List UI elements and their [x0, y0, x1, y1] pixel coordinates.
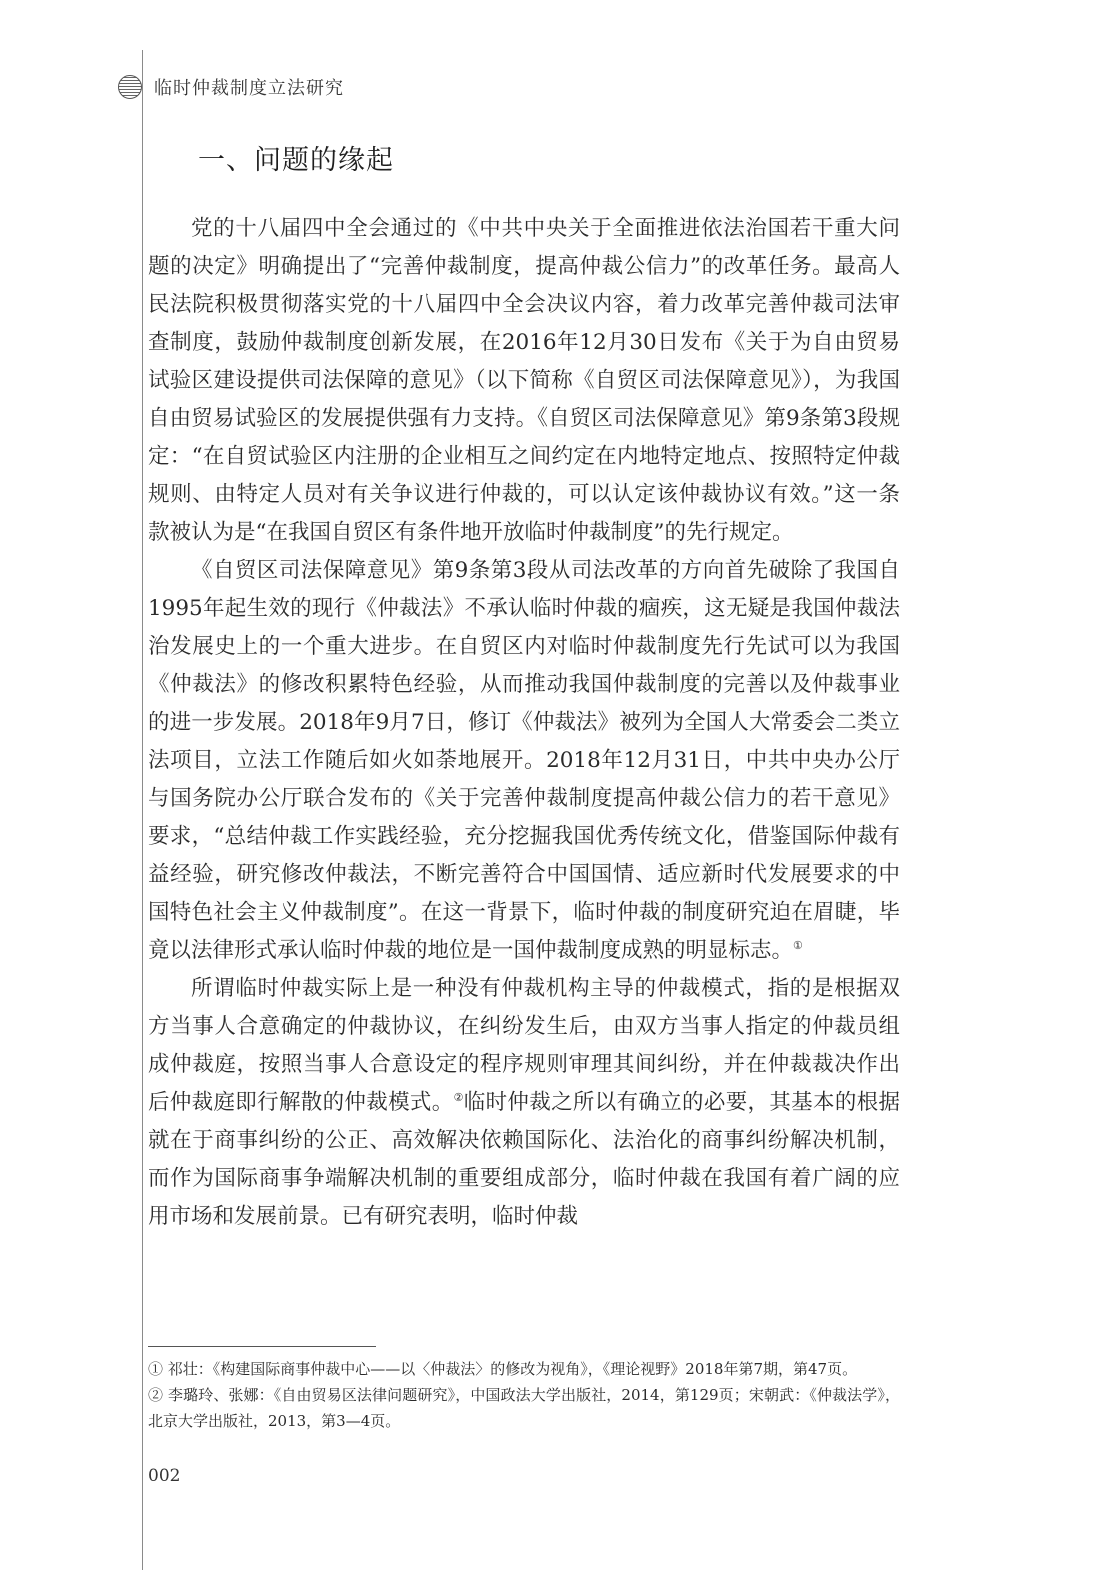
paragraph-1: [148, 210, 900, 552]
margin-rule: [142, 50, 143, 1570]
body-text: [148, 210, 900, 1236]
footnote-separator: [148, 1346, 376, 1347]
section-title: 一、问题的缘起: [198, 145, 394, 176]
footnotes: [148, 1356, 900, 1434]
paragraph-3-text-before: 所谓临时仲裁实际上是一种没有仲裁机构主导的仲裁模式，指的是根据双方当事人合意确定的仲裁协议，在纠纷发生后，由双方当事人指定的仲裁员组成仲裁庭，按照当事人合意设定的程序规则审理其间纠纷，并在仲裁裁决作出后仲裁庭即行解散的仲裁模式。: [148, 976, 900, 1115]
footnote-2: ② 李璐玲、张娜：《自由贸易区法律问题研究》，中国政法大学出版社，2014，第129页；宋朝武：《仲裁法学》，北京大学出版社，2013，第3—4页。: [148, 1386, 900, 1430]
footnote-1: ① 祁壮：《构建国际商事仲裁中心——以〈仲裁法〉的修改为视角》，《理论视野》2018年第7期，第47页。: [148, 1360, 858, 1378]
paragraph-2-text: 《自贸区司法保障意见》第9条第3段从司法改革的方向首先破除了我国自1995年起生效的现行《仲裁法》不承认临时仲裁的痼疾，这无疑是我国仲裁法治发展史上的一个重大进步。在自贸区内对临时仲裁制度先行先试可以为我国《仲裁法》的修改积累特色经验，从而推动我国仲裁制度的完善以及仲裁事业的进一步发展。2018年9月7日，修订《仲裁法》被列为全国人大常委会二类立法项目，立法工作随后如火如荼地展开。2018年12月31日，中共中央办公厅与国务院办公厅联合发布的《关于完善仲裁制度提高仲裁公信力的若干意见》要求，“总结仲裁工作实践经验，充分挖掘我国优秀传统文化，借鉴国际仲裁有益经验，研究修改仲裁法，不断完善符合中国国情、适应新时代发展要求的中国特色社会主义仲裁制度”。在这一背景下，临时仲裁的制度研究迫在眉睫，毕竟以法律形式承认临时仲裁的地位是一国仲裁制度成熟的明显标志。: [148, 558, 900, 963]
globe-icon: [118, 75, 142, 99]
paragraph-2: [148, 552, 900, 970]
paragraph-1-text: 党的十八届四中全会通过的《中共中央关于全面推进依法治国若干重大问题的决定》明确提出了“完善仲裁制度，提高仲裁公信力”的改革任务。最高人民法院积极贯彻落实党的十八届四中全会决议内容，着力改革完善仲裁司法审查制度，鼓励仲裁制度创新发展，在2016年12月30日发布《关于为自由贸易试验区建设提供司法保障的意见》（以下简称《自贸区司法保障意见》），为我国自由贸易试验区的发展提供强有力支持。《自贸区司法保障意见》第9条第3段规定：“在自贸试验区内注册的企业相互之间约定在内地特定地点、按照特定仲裁规则、由特定人员对有关争议进行仲裁的，可以认定该仲裁协议有效。”这一条款被认为是“在我国自贸区有条件地开放临时仲裁制度”的先行规定。: [148, 216, 900, 545]
book-title: 临时仲裁制度立法研究: [154, 78, 344, 99]
paragraph-3: [148, 970, 900, 1236]
footnote-ref-2[interactable]: ②: [453, 1090, 464, 1104]
running-header: [118, 74, 344, 100]
footnote-ref-1[interactable]: ①: [793, 938, 803, 952]
paragraph-3-text-after: 临时仲裁之所以有确立的必要，其基本的根据就在于商事纠纷的公正、高效解决依赖国际化、法治化的商事纠纷解决机制，而作为国际商事争端解决机制的重要组成部分，临时仲裁在我国有着广阔的应用市场和发展前景。已有研究表明，临时仲裁: [148, 1090, 900, 1229]
page-number: 002: [148, 1466, 181, 1486]
